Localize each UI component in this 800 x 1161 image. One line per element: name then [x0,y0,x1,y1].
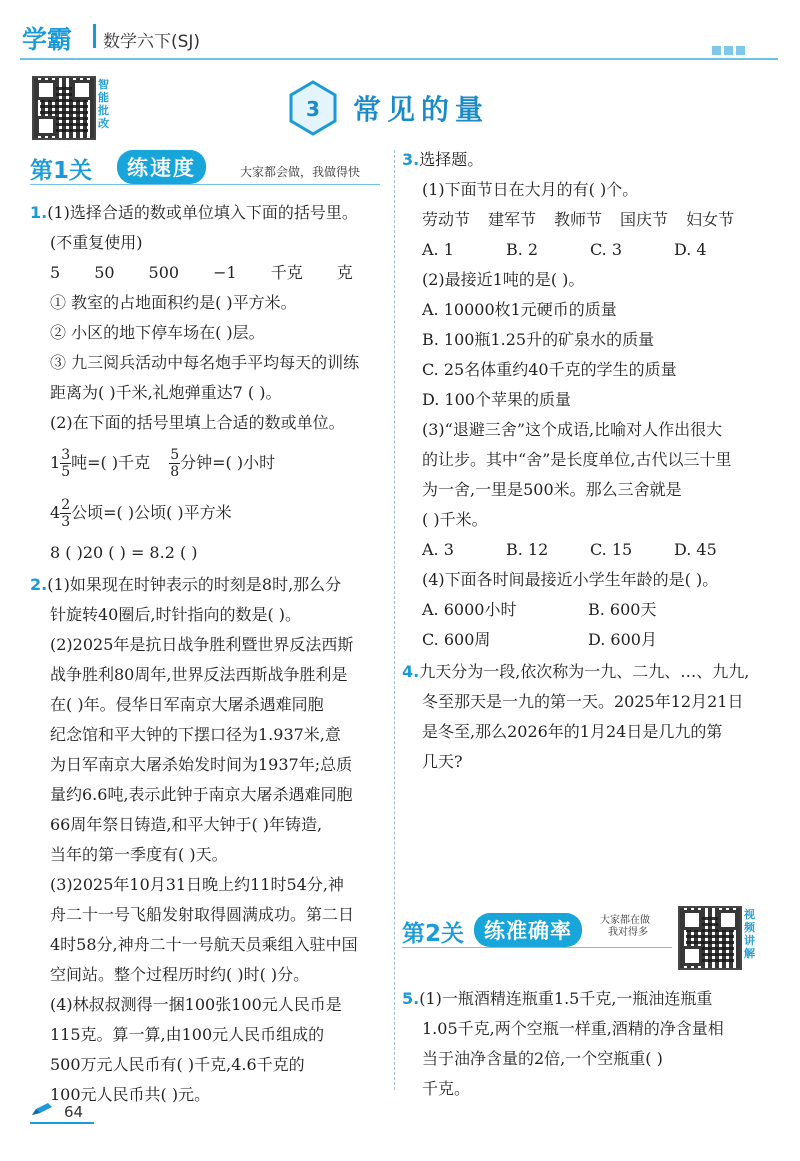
header-rule [20,58,778,60]
header-square-1 [712,46,721,55]
q1-item-c2: 距离为( )千米,礼炮弹重达7 ( )。 [50,383,282,402]
q3-1-items: 劳动节 建军节 教师节 国庆节 妇女节 [422,210,735,229]
q1-last: 8 ( )20 ( ) = 8.2 ( ) [50,543,198,562]
right-column: 3.选择题。 (1)下面节日在大月的有( )个。 劳动节 建军节 教师节 国庆节 妇女节 A. 1 B. 2 C. 3 D. 4 (2)最接近1吨的是( )。 A. 10000枚1元硬币的质量 B. 100瓶1.25升的矿泉水的质量 C. 25名体重约40千克的学生的质量 D. 100个苹果的质量 (3)“退避三舍”这个成语,比喻对人作出很大 的让步。其中“舍”是长度单位,古代以三十里 为一舍,一里是500米。那么三舍就是 ( )千米。 A. 3 B. 12 C. 15 D. 45 (4)下面各时间最接近小学生年龄的是( )。 A. 6000小时 B. 600天 C. 600周 D. 600月 4.九天分为一段,依次称为一九、二九、…、九九, 冬至那天是一九的第一天。2025年12月21日 是冬至,那么2026年的1月24日是几九的第 几天? [402,145,777,777]
brand-divider [93,24,96,48]
q3-4-row-1: A. 6000小时 B. 600天 [422,600,657,619]
unit-number: 3 [306,97,320,121]
q5-line-1: 5.(1)一瓶酒精连瓶重1.5千克,一瓶油连瓶重 [402,989,713,1008]
book-title: 数学六下(SJ) [103,32,201,52]
q1-options: 5 50 500 −1 千克 克 [50,263,353,282]
left-column: 1.(1)选择合适的数或单位填入下面的括号里。 (不重复使用) 5 50 500 −1 千克 克 ① 教室的占地面积约是( )平方米。 ② 小区的地下停车场在( )层。 ③ 九三阅兵活动中每名炮手平均每天的训练 距离为( )千米,礼炮弹重达7 ( )。 (2)在下面的括号里填上合适的数或单位。 1 $\frac{3}{5}$ 吨=( )千克 $\frac{5}{8}$ 分钟=( )小时 4 $\frac{2}{3}$ 公顷=( )公顷( )平方米 8 ( )20 ( ) = 8.2 ( ) 2.(1)如果现在时钟表示的时刻是8时,那么分 针旋转40圈后,时针指向的数是( )。 (2)2025年是抗日战争胜利暨世界反法西斯 战争胜利80周年,世界反法西斯战争胜利是 在( )年。侵华日军南京大屠杀遇难同胞 纪念馆和平大钟的下摆口径为1.937米,意 为日军南京大屠杀始发时间为1937年;总质 量约6.6吨,表示此钟于南京大屠杀遇难同胞 66周年祭日铸造,和平大钟于( )年铸造, 当年的第一季度有( )天。 (3)2025年10月31日晚上约11时54分,神 舟二十一号飞船发射取得圆满成功。第二日 4时58分,神舟二十一号航天员乘组入驻中国 空间站。整个过程历时约( )时( )分。 (4)林叔叔测得一捆100张100元人民币是 115克。算一算,由100元人民币组成的 500万元人民币有( )千克,4.6千克的 100元人民币共( )元。 [30,198,390,1110]
section1-rule [30,184,380,185]
header-square-2 [724,46,733,55]
q4-number: 4. [402,662,420,681]
section2-pill: 练准确率 [474,913,582,947]
q1-line-1: 1.(1)选择合适的数或单位填入下面的括号里。 [30,203,358,222]
pencil-icon [30,1103,52,1117]
qr-label-smart-grading: 智能批改 [98,78,109,130]
q4-line-1: 4.九天分为一段,依次称为一九、二九、…、九九, [402,662,750,681]
q1-line-2: (不重复使用) [50,233,143,252]
column-divider [394,150,395,1090]
unit-title: 常见的量 [353,93,490,126]
q3-number: 3. [402,150,420,169]
q1-number: 1. [30,203,48,222]
footer-rule [30,1122,94,1124]
section2-tagline: 大家都在做 我对得多 [600,915,650,938]
section1-tagline: 大家都会做，我做得快 [240,165,361,179]
qr-label-video-explanation: 视频讲解 [744,908,755,960]
brand-logo: 学霸 [22,25,73,54]
q3-title: 3.选择题。 [402,150,484,169]
header-square-3 [736,46,745,55]
qr-code-smart-grading[interactable] [32,76,96,140]
q5-block: 5.(1)一瓶酒精连瓶重1.5千克,一瓶油连瓶重 1.05千克,两个空瓶一样重,酒精的净含量相 当于油净含量的2倍,一个空瓶重( ) 千克。 [402,984,777,1104]
q3-1-options: A. 1 B. 2 C. 3 D. 4 [422,240,707,259]
q1-item-c1: ③ 九三阅兵活动中每名炮手平均每天的训练 [50,353,360,372]
qr-code-video-explanation[interactable] [678,906,742,970]
q1-item-b: ② 小区的地下停车场在( )层。 [50,323,265,342]
q3-3-options: A. 3 B. 12 C. 15 D. 45 [422,540,717,559]
section1-pill: 练速度 [117,150,206,184]
unit-number-hexagon [288,80,338,136]
page-number: 64 [64,1103,84,1121]
q1-fraction-row-1: 1 $\frac{3}{5}$ 吨=( )千克 $\frac{5}{8}$ 分钟=( )小时 [50,447,276,480]
q3-4-row-2: C. 600周 D. 600月 [422,630,657,649]
section2-rule [402,947,672,948]
q1-fraction-row-2: 4 $\frac{2}{3}$ 公顷=( )公顷( )平方米 [50,497,232,530]
section1-level: 第1关 [30,158,93,184]
q1-item-a: ① 教室的占地面积约是( )平方米。 [50,293,297,312]
q5-number: 5. [402,989,420,1008]
section2-level: 第2关 [402,921,465,947]
q2-line-1: 2.(1)如果现在时钟表示的时刻是8时,那么分 [30,575,342,594]
q2-number: 2. [30,575,48,594]
q1-part-2: (2)在下面的括号里填上合适的数或单位。 [50,413,345,432]
